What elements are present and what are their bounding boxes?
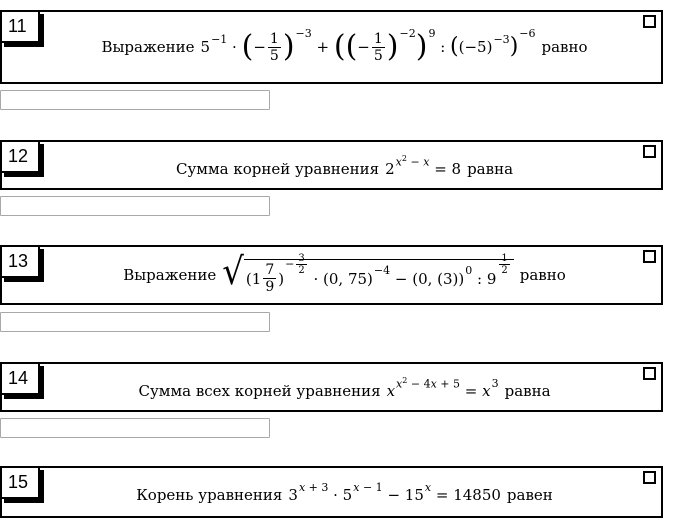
task-13 xyxy=(0,245,663,305)
task-suffix: равно xyxy=(541,38,588,56)
task-prefix: Сумма всех корней уравнения xyxy=(138,382,381,400)
task-text xyxy=(42,142,647,188)
task-11 xyxy=(0,10,663,84)
task-formula: 3 x + 3 · 5 x − 1 − 15 x = 14850 xyxy=(288,480,501,504)
task-prefix: Выражение xyxy=(101,38,195,56)
task-suffix: равен xyxy=(506,486,553,504)
task-suffix: равно xyxy=(519,266,566,284)
task-prefix: Корень уравнения xyxy=(136,486,283,504)
task-suffix: равна xyxy=(467,160,514,178)
answer-input-12[interactable] xyxy=(0,196,270,216)
task-15 xyxy=(0,466,663,518)
answer-input-14[interactable] xyxy=(0,418,270,438)
task-number: 13 xyxy=(0,245,40,278)
task-text xyxy=(42,364,647,410)
answer-input-13[interactable] xyxy=(0,312,270,332)
task-number: 15 xyxy=(0,466,40,499)
task-formula: 2 $x^2 - x$ = 8 xyxy=(385,153,462,178)
task-prefix: Сумма корней уравнения xyxy=(175,160,380,178)
task-suffix: равна xyxy=(504,382,551,400)
task-12 xyxy=(0,140,663,190)
task-text xyxy=(42,468,647,516)
answer-input-11[interactable] xyxy=(0,90,270,110)
task-number: 14 xyxy=(0,362,40,395)
task-formula: x $x^2 - 4x + 5$ = x 3 xyxy=(386,375,499,400)
task-prefix: Выражение xyxy=(123,266,217,284)
task-text xyxy=(42,247,647,303)
task-text xyxy=(42,12,647,82)
task-number: 11 xyxy=(0,10,40,43)
task-number: 12 xyxy=(0,140,40,173)
task-14 xyxy=(0,362,663,412)
task-formula: √ (1 $\frac{7}{9}$ ) − $\frac{3}{2}$ · (0, 75) −4 − (0, (3)) 0 : 9 $\frac{1}{2}$ xyxy=(222,255,514,295)
task-formula: 5 −1 · ( − $\frac{1}{5}$ ) −3 + ( ( − $\frac{1}{5}$ ) −2 ) 9 : ( (−5) −3 ) −6 xyxy=(200,26,536,64)
